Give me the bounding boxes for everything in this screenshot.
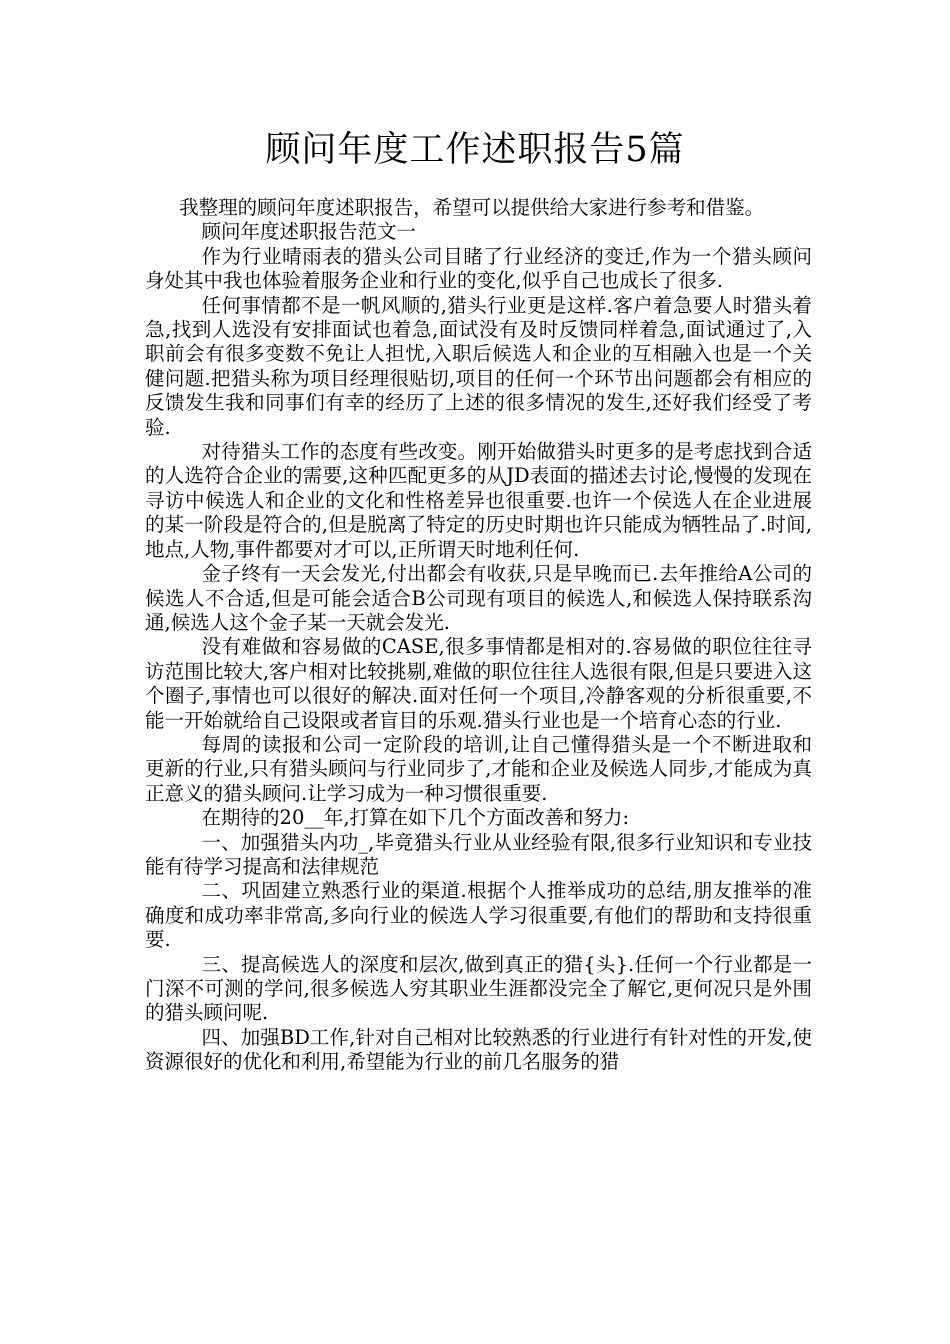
list-item: 三、提高候选人的深度和层次,做到真正的猎{头}.任何一个行业都是一门深不可测的学问,很多候选人穷其职业生涯都没完全了解它,更何况只是外围的猎头顾问呢. [145,952,812,1025]
list-item: 四、加强BD工作,针对自己相对比较熟悉的行业进行有针对性的开发,使资源很好的优化和利用,希望能为行业的前几名服务的猎 [145,1025,812,1074]
body-paragraph: 每周的读报和公司一定阶段的培训,让自己懂得猎头是一个不断进取和更新的行业,只有猎头顾问与行业同步了,才能和企业及候选人同步,才能成为真正意义的猎头顾问.让学习成为一种习惯很重要. [145,732,812,805]
body-paragraph: 金子终有一天会发光,付出都会有收获,只是早晚而已.去年推给A公司的候选人不合适,但是可能会适合B公司现有项目的候选人,和候选人保持联系沟通,候选人这个金子某一天就会发光. [145,562,812,634]
list-item: 二、巩固建立熟悉行业的渠道.根据个人推举成功的总结,朋友推举的准确度和成功率非常高,多向行业的候选人学习很重要,有他们的帮助和支持很重要. [145,879,812,952]
intro-paragraph: 我整理的顾问年度述职报告，希望可以提供给大家进行参考和借鉴。 [179,196,765,219]
section-heading: 顾问年度述职报告范文一 [201,220,417,244]
document-title: 顾问年度工作述职报告5篇 [265,130,685,170]
body-paragraph: 没有难做和容易做的CASE,很多事情都是相对的.容易做的职位往往寻访范围比较大,客户相对比较挑剔,难做的职位往往人选很有限,但是只要进入这个圈子,事情也可以很好的解决.面对任何一个项目,冷静客观的分析很重要,不能一开始就给自己设限或者盲目的乐观.猎头行业也是一个培育心态的行业. [145,635,812,732]
body-paragraph: 作为行业晴雨表的猎头公司目睹了行业经济的变迁,作为一个猎头顾问身处其中我也体验着服务企业和行业的变化,似乎自己也成长了很多. [145,244,812,293]
body-paragraph: 在期待的20__年,打算在如下几个方面改善和努力: [201,806,630,830]
document-body [145,196,812,1075]
list-item: 一、加强猎头内功_,毕竟猎头行业从业经验有限,很多行业知识和专业技能有待学习提高和法律规范 [145,830,812,878]
body-paragraph: 任何事情都不是一帆风顺的,猎头行业更是这样.客户着急要人时猎头着急,找到人选没有安排面试也着急,面试没有及时反馈同样着急,面试通过了,入职前会有很多变数不免让人担忧,入职后候选人和企业的互相融入也是一个关健问题.把猎头称为项目经理很贴切,项目的任何一个环节出问题都会有相应的反馈发生我和同事们有幸的经历了上述的很多情况的发生,还好我们经受了考验. [145,293,812,439]
body-paragraph: 对待猎头工作的态度有些改变。刚开始做猎头时更多的是考虑找到合适的人选符合企业的需要,这种匹配更多的从JD表面的描述去讨论,慢慢的发现在寻访中候选人和企业的文化和性格差异也很重要.也许一个侯选人在企业进展的某一阶段是符合的,但是脱离了特定的历史时期也许只能成为牺牲品了.时间,地点,人物,事件都要对才可以,正所谓天时地利任何. [145,440,812,561]
